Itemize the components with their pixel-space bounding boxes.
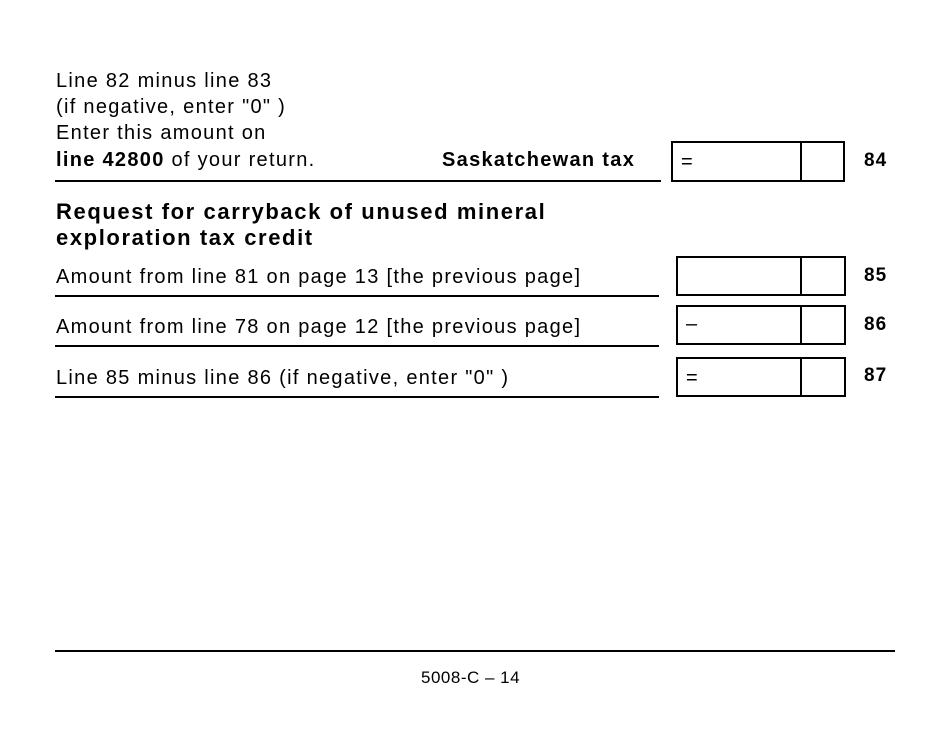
line84-rule: [55, 180, 661, 182]
line87-amount-field[interactable]: [676, 357, 846, 397]
line87-cents-divider: [800, 359, 802, 395]
line85-desc: Amount from line 81 on page 13 [the previous page]: [56, 266, 582, 288]
footer-rule: [55, 650, 895, 652]
line84-amount-field[interactable]: [671, 141, 845, 182]
line86-operator: –: [686, 313, 698, 335]
saskatchewan-tax-label: Saskatchewan tax: [442, 149, 636, 171]
line85-cents-divider: [800, 258, 802, 294]
line84-cents-divider: [800, 143, 802, 180]
line86-number: 86: [864, 314, 888, 335]
line84-desc-1: Line 82 minus line 83: [56, 70, 273, 92]
section-heading-line-1: Request for carryback of unused mineral: [56, 199, 547, 224]
line84-desc-4: [56, 147, 315, 173]
line86-rule: [55, 345, 659, 347]
line86-desc: Amount from line 78 on page 12 [the previous page]: [56, 316, 582, 338]
line87-rule: [55, 396, 659, 398]
line84-desc-4-rest: of your return.: [164, 149, 316, 171]
line84-number: 84: [864, 150, 888, 171]
line87-desc: Line 85 minus line 86 (if negative, enter "0" ): [56, 367, 510, 389]
line84-line-ref: line 42800: [56, 149, 165, 171]
line84-operator: =: [681, 151, 693, 173]
line86-amount-field[interactable]: [676, 305, 846, 345]
line87-operator: =: [686, 367, 698, 389]
page-number: 5008-C – 14: [421, 668, 521, 687]
line85-amount-field[interactable]: [676, 256, 846, 296]
line84-desc-3: Enter this amount on: [56, 122, 267, 144]
line86-cents-divider: [800, 307, 802, 343]
section-heading-line-2: exploration tax credit: [56, 225, 314, 250]
line87-number: 87: [864, 365, 888, 386]
line84-desc-2: (if negative, enter "0" ): [56, 96, 287, 118]
line85-number: 85: [864, 265, 888, 286]
line85-rule: [55, 295, 659, 297]
